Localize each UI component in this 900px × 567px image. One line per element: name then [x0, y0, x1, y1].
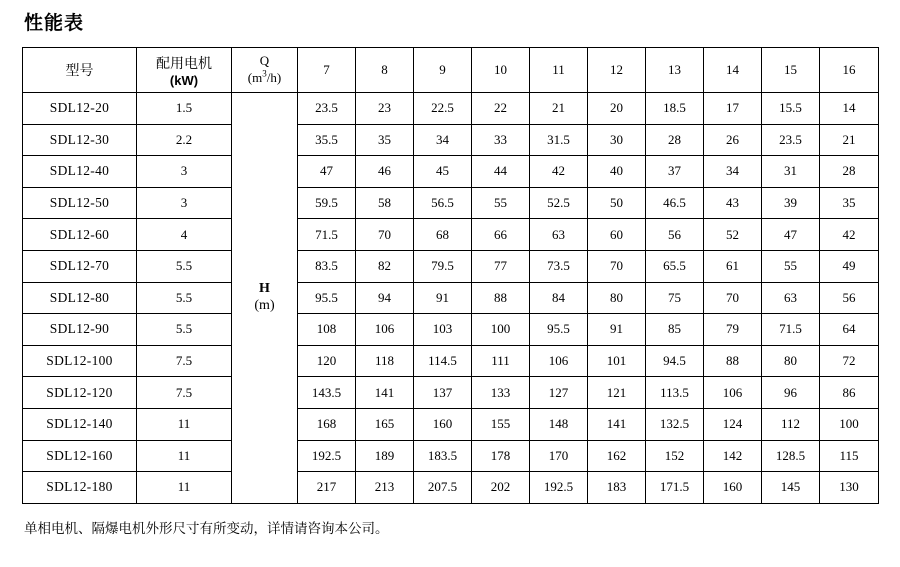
column-header-flow [232, 48, 298, 93]
cell-model: SDL12-160 [23, 440, 137, 472]
cell-value: 35 [820, 187, 879, 219]
cell-model: SDL12-80 [23, 282, 137, 314]
cell-value: 31 [762, 156, 820, 188]
table-row [23, 314, 879, 346]
cell-value: 80 [762, 345, 820, 377]
head-unit: (m) [254, 297, 275, 313]
cell-value: 49 [820, 250, 879, 282]
flow-column-header: 8 [356, 48, 414, 93]
cell-value: 77 [472, 250, 530, 282]
cell-value: 28 [646, 124, 704, 156]
cell-value: 52.5 [530, 187, 588, 219]
cell-value: 160 [704, 472, 762, 504]
cell-value: 63 [762, 282, 820, 314]
cell-value: 95.5 [298, 282, 356, 314]
cell-value: 23 [356, 93, 414, 125]
cell-model: SDL12-70 [23, 250, 137, 282]
cell-value: 70 [588, 250, 646, 282]
table-row [23, 377, 879, 409]
cell-value: 213 [356, 472, 414, 504]
cell-model: SDL12-30 [23, 124, 137, 156]
cell-value: 42 [820, 219, 879, 251]
column-header-motor [137, 48, 232, 93]
cell-value: 183 [588, 472, 646, 504]
cell-value: 31.5 [530, 124, 588, 156]
cell-value: 132.5 [646, 408, 704, 440]
table-row [23, 219, 879, 251]
cell-value: 59.5 [298, 187, 356, 219]
footnote: 单相电机、隔爆电机外形尺寸有所变动，详情请咨询本公司。 [24, 520, 389, 536]
cell-value: 15.5 [762, 93, 820, 125]
cell-value: 34 [414, 124, 472, 156]
cell-value: 88 [704, 345, 762, 377]
cell-model: SDL12-180 [23, 472, 137, 504]
table-body [23, 93, 879, 504]
table-row [23, 345, 879, 377]
cell-value: 128.5 [762, 440, 820, 472]
motor-label-line1: 配用电机 [156, 54, 212, 71]
cell-value: 26 [704, 124, 762, 156]
table-row [23, 156, 879, 188]
cell-value: 124 [704, 408, 762, 440]
cell-value: 56 [820, 282, 879, 314]
cell-value: 88 [472, 282, 530, 314]
cell-value: 111 [472, 345, 530, 377]
cell-value: 21 [820, 124, 879, 156]
cell-value: 46.5 [646, 187, 704, 219]
cell-value: 18.5 [646, 93, 704, 125]
table-row [23, 408, 879, 440]
table-row [23, 93, 879, 125]
table-row [23, 187, 879, 219]
flow-column-header: 14 [704, 48, 762, 93]
cell-value: 47 [762, 219, 820, 251]
cell-value: 121 [588, 377, 646, 409]
table-header [23, 48, 879, 93]
flow-column-header: 12 [588, 48, 646, 93]
table-row [23, 124, 879, 156]
cell-value: 96 [762, 377, 820, 409]
cell-value: 106 [356, 314, 414, 346]
cell-value: 42 [530, 156, 588, 188]
cell-value: 23.5 [298, 93, 356, 125]
cell-value: 115 [820, 440, 879, 472]
cell-value: 192.5 [530, 472, 588, 504]
cell-value: 120 [298, 345, 356, 377]
cell-value: 47 [298, 156, 356, 188]
cell-motor: 4 [137, 219, 232, 251]
cell-value: 130 [820, 472, 879, 504]
cell-value: 143.5 [298, 377, 356, 409]
table-row [23, 282, 879, 314]
cell-motor: 5.5 [137, 282, 232, 314]
cell-value: 148 [530, 408, 588, 440]
cell-value: 142 [704, 440, 762, 472]
cell-value: 86 [820, 377, 879, 409]
cell-value: 33 [472, 124, 530, 156]
cell-value: 20 [588, 93, 646, 125]
cell-motor: 3 [137, 156, 232, 188]
cell-value: 100 [472, 314, 530, 346]
cell-value: 30 [588, 124, 646, 156]
cell-value: 112 [762, 408, 820, 440]
cell-model: SDL12-120 [23, 377, 137, 409]
cell-motor: 2.2 [137, 124, 232, 156]
flow-column-header: 16 [820, 48, 879, 93]
cell-model: SDL12-60 [23, 219, 137, 251]
cell-value: 85 [646, 314, 704, 346]
cell-value: 178 [472, 440, 530, 472]
cell-value: 189 [356, 440, 414, 472]
cell-value: 133 [472, 377, 530, 409]
performance-table-page [0, 8, 900, 567]
flow-column-header: 9 [414, 48, 472, 93]
cell-value: 106 [704, 377, 762, 409]
cell-value: 37 [646, 156, 704, 188]
table-row [23, 440, 879, 472]
cell-value: 82 [356, 250, 414, 282]
cell-value: 56.5 [414, 187, 472, 219]
cell-value: 70 [704, 282, 762, 314]
cell-value: 34 [704, 156, 762, 188]
cell-value: 108 [298, 314, 356, 346]
cell-value: 83.5 [298, 250, 356, 282]
cell-motor: 5.5 [137, 250, 232, 282]
cell-value: 127 [530, 377, 588, 409]
head-symbol: H [259, 281, 270, 297]
cell-value: 66 [472, 219, 530, 251]
cell-value: 137 [414, 377, 472, 409]
flow-column-header: 10 [472, 48, 530, 93]
flow-column-header: 13 [646, 48, 704, 93]
motor-label-line2: (kW) [169, 72, 199, 88]
page-title: 性能表 [24, 13, 85, 34]
cell-head-symbol [232, 93, 298, 504]
cell-value: 50 [588, 187, 646, 219]
flow-column-header: 11 [530, 48, 588, 93]
cell-value: 44 [472, 156, 530, 188]
cell-model: SDL12-50 [23, 187, 137, 219]
cell-value: 79 [704, 314, 762, 346]
cell-value: 23.5 [762, 124, 820, 156]
cell-value: 155 [472, 408, 530, 440]
cell-model: SDL12-140 [23, 408, 137, 440]
cell-value: 80 [588, 282, 646, 314]
cell-value: 56 [646, 219, 704, 251]
cell-value: 43 [704, 187, 762, 219]
cell-value: 72 [820, 345, 879, 377]
cell-value: 152 [646, 440, 704, 472]
cell-value: 160 [414, 408, 472, 440]
cell-value: 114.5 [414, 345, 472, 377]
cell-value: 75 [646, 282, 704, 314]
flow-unit-suffix: /h) [266, 70, 282, 86]
cell-motor: 5.5 [137, 314, 232, 346]
cell-value: 101 [588, 345, 646, 377]
cell-value: 207.5 [414, 472, 472, 504]
cell-value: 94 [356, 282, 414, 314]
flow-column-header: 7 [298, 48, 356, 93]
cell-value: 192.5 [298, 440, 356, 472]
cell-value: 35.5 [298, 124, 356, 156]
cell-value: 22 [472, 93, 530, 125]
cell-value: 183.5 [414, 440, 472, 472]
cell-value: 71.5 [298, 219, 356, 251]
flow-column-header: 15 [762, 48, 820, 93]
cell-value: 113.5 [646, 377, 704, 409]
flow-unit-prefix: (m [247, 70, 263, 86]
performance-table [22, 47, 879, 504]
cell-value: 217 [298, 472, 356, 504]
cell-value: 79.5 [414, 250, 472, 282]
cell-value: 68 [414, 219, 472, 251]
cell-value: 52 [704, 219, 762, 251]
cell-value: 141 [588, 408, 646, 440]
cell-value: 55 [762, 250, 820, 282]
cell-value: 64 [820, 314, 879, 346]
cell-value: 70 [356, 219, 414, 251]
column-header-model: 型号 [23, 48, 137, 93]
cell-value: 171.5 [646, 472, 704, 504]
cell-value: 46 [356, 156, 414, 188]
cell-value: 168 [298, 408, 356, 440]
cell-value: 35 [356, 124, 414, 156]
cell-value: 170 [530, 440, 588, 472]
cell-value: 91 [588, 314, 646, 346]
cell-value: 84 [530, 282, 588, 314]
cell-value: 100 [820, 408, 879, 440]
cell-motor: 3 [137, 187, 232, 219]
cell-value: 28 [820, 156, 879, 188]
table-row [23, 472, 879, 504]
table-row [23, 250, 879, 282]
cell-value: 21 [530, 93, 588, 125]
cell-value: 91 [414, 282, 472, 314]
cell-value: 73.5 [530, 250, 588, 282]
cell-value: 71.5 [762, 314, 820, 346]
cell-value: 162 [588, 440, 646, 472]
cell-model: SDL12-40 [23, 156, 137, 188]
cell-value: 106 [530, 345, 588, 377]
flow-symbol: Q [259, 52, 270, 68]
cell-value: 17 [704, 93, 762, 125]
cell-value: 58 [356, 187, 414, 219]
header-row [23, 48, 879, 93]
cell-value: 165 [356, 408, 414, 440]
cell-value: 95.5 [530, 314, 588, 346]
cell-value: 22.5 [414, 93, 472, 125]
flow-unit [248, 70, 281, 85]
cell-model: SDL12-20 [23, 93, 137, 125]
flow-unit-exponent: 3 [262, 68, 267, 79]
cell-value: 61 [704, 250, 762, 282]
cell-value: 60 [588, 219, 646, 251]
cell-model: SDL12-100 [23, 345, 137, 377]
cell-value: 103 [414, 314, 472, 346]
cell-value: 65.5 [646, 250, 704, 282]
cell-value: 94.5 [646, 345, 704, 377]
cell-value: 145 [762, 472, 820, 504]
cell-value: 141 [356, 377, 414, 409]
cell-value: 202 [472, 472, 530, 504]
cell-motor: 1.5 [137, 93, 232, 125]
cell-value: 45 [414, 156, 472, 188]
cell-value: 14 [820, 93, 879, 125]
cell-value: 55 [472, 187, 530, 219]
cell-motor: 7.5 [137, 377, 232, 409]
cell-model: SDL12-90 [23, 314, 137, 346]
cell-value: 63 [530, 219, 588, 251]
cell-motor: 11 [137, 408, 232, 440]
cell-value: 40 [588, 156, 646, 188]
cell-motor: 11 [137, 472, 232, 504]
cell-value: 118 [356, 345, 414, 377]
cell-motor: 11 [137, 440, 232, 472]
cell-value: 39 [762, 187, 820, 219]
cell-motor: 7.5 [137, 345, 232, 377]
